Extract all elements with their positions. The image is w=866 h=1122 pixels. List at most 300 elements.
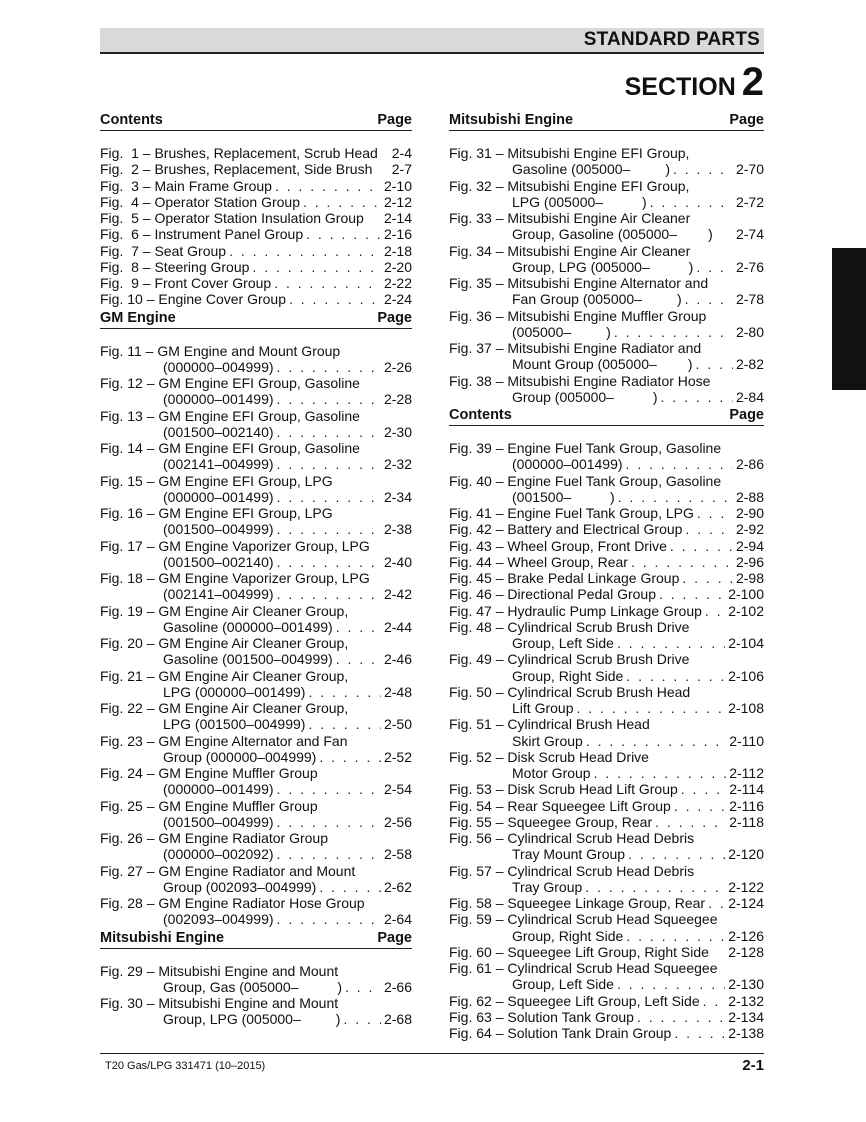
section-page-label: Page — [377, 309, 412, 326]
section-heading — [100, 110, 412, 131]
toc-entry-text: Fig. 56 – Cylindrical Scrub Head Debris — [449, 830, 695, 846]
toc-entry-line — [100, 275, 412, 291]
dot-leader — [685, 291, 733, 307]
toc-entry[interactable] — [100, 830, 412, 863]
toc-entry-text: Fig. 23 – GM Engine Alternator and Fan — [100, 732, 348, 749]
toc-entry-line — [100, 538, 412, 554]
toc-page-number: 2-122 — [728, 878, 764, 895]
toc-entry-line — [100, 911, 412, 927]
toc-entry-text: Group, LPG (005000– ) — [512, 258, 694, 275]
toc-page-number: 2-106 — [728, 667, 764, 684]
toc-entry-line — [449, 440, 764, 456]
toc-entry-text: Fig. 6 – Instrument Panel Group — [100, 226, 304, 243]
toc-entry[interactable] — [449, 993, 764, 1009]
toc-entry[interactable] — [449, 830, 764, 863]
toc-entry-text: Fig. 5 – Operator Station Insulation Group — [100, 210, 364, 226]
dot-leader — [682, 570, 733, 586]
toc-entry-text: Fig. 36 – Mitsubishi Engine Muffler Group — [449, 307, 707, 324]
toc-entry-line — [449, 846, 764, 862]
toc-entry[interactable] — [100, 343, 412, 376]
toc-entry[interactable] — [100, 765, 412, 798]
toc-entry-line — [449, 1025, 764, 1041]
toc-entry[interactable] — [449, 505, 764, 521]
dot-leader — [229, 243, 381, 259]
toc-entry[interactable] — [449, 798, 764, 814]
toc-page-number: 2-94 — [735, 537, 764, 554]
toc-entry-text: Fig. 38 – Mitsubishi Engine Radiator Hose — [449, 372, 711, 389]
section-tab-marker — [832, 248, 866, 390]
toc-entry[interactable] — [449, 570, 764, 586]
toc-page-number: 2-126 — [728, 927, 764, 944]
toc-page-number: 2-90 — [735, 505, 764, 521]
toc-page-number: 2-64 — [383, 911, 412, 928]
toc-page-number: 2-58 — [383, 846, 412, 863]
toc-entry[interactable] — [100, 226, 412, 242]
toc-page-number: 2-10 — [383, 177, 412, 194]
toc-entry-line — [100, 895, 412, 911]
toc-entry-text: Gasoline (005000– ) — [512, 161, 670, 178]
section-word: SECTION — [624, 73, 736, 101]
toc-entry-line — [100, 243, 412, 259]
toc-entry-text: (001500– ) — [512, 488, 615, 505]
dot-leader — [308, 716, 381, 732]
toc-entry-line — [100, 798, 412, 814]
toc-entry-line — [100, 603, 412, 619]
dot-leader — [674, 798, 726, 814]
toc-entry-text: Fig. 33 – Mitsubishi Engine Air Cleaner — [449, 210, 691, 226]
toc-entry-text: Fig. 31 – Mitsubishi Engine EFI Group, — [449, 145, 690, 161]
toc-entry-text: Fig. 17 – GM Engine Vaporizer Group, LPG — [100, 537, 370, 554]
toc-entry-line — [449, 389, 764, 405]
toc-entry[interactable] — [100, 603, 412, 636]
toc-entry-text: Fig. 61 – Cylindrical Scrub Head Squeegee — [449, 960, 718, 976]
toc-entry-line — [449, 733, 764, 749]
toc-page-number: 2-44 — [383, 618, 412, 635]
dot-leader — [681, 781, 726, 797]
toc-entry-text: Fig. 45 – Brake Pedal Linkage Group — [449, 570, 680, 586]
dot-leader — [343, 1011, 381, 1027]
toc-entry[interactable] — [449, 863, 764, 896]
toc-page-number: 2-110 — [729, 732, 764, 749]
toc-entry[interactable] — [100, 178, 412, 194]
dot-leader — [277, 554, 381, 570]
toc-page-number: 2-68 — [383, 1011, 412, 1028]
dot-leader — [306, 226, 381, 242]
toc-page-number: 2-128 — [728, 943, 764, 960]
toc-page-number: 2-4 — [391, 145, 412, 161]
toc-page-number: 2-120 — [728, 846, 764, 863]
toc-entry-text: (002141–004999) — [163, 456, 274, 473]
toc-entry-text: Fig. 22 – GM Engine Air Cleaner Group, — [100, 700, 349, 716]
toc-page-number: 2-134 — [728, 1008, 764, 1025]
dot-leader — [277, 391, 381, 407]
toc-entry-line — [100, 995, 412, 1011]
toc-entry-line — [449, 259, 764, 275]
toc-entry[interactable] — [449, 895, 764, 911]
toc-entry-line — [449, 635, 764, 651]
dot-leader — [617, 635, 725, 651]
toc-entry-text: (000000–002092) — [163, 846, 274, 863]
toc-entry-text: Group, Right Side — [512, 927, 624, 944]
toc-page-number: 2-56 — [383, 813, 412, 830]
toc-entry[interactable] — [100, 408, 412, 441]
toc-entry-line — [100, 863, 412, 879]
toc-entry[interactable] — [449, 340, 764, 373]
toc-page-number: 2-132 — [728, 992, 764, 1009]
toc-entry-line — [449, 456, 764, 472]
toc-entry[interactable] — [100, 145, 412, 161]
dot-leader — [303, 194, 381, 210]
toc-entry-line — [449, 554, 764, 570]
toc-entry-line — [449, 960, 764, 976]
footer-rule — [100, 1053, 764, 1054]
toc-page-number: 2-14 — [383, 210, 412, 226]
toc-entry-text: Fig. 21 – GM Engine Air Cleaner Group, — [100, 667, 349, 684]
toc-entry[interactable] — [449, 1025, 764, 1041]
toc-page-number: 2-84 — [735, 388, 764, 405]
toc-entry[interactable] — [100, 798, 412, 831]
toc-page-number: 2-22 — [383, 275, 412, 291]
dot-leader — [274, 275, 381, 291]
toc-entry-text: (001500–002140) — [163, 553, 274, 570]
toc-entry-line — [100, 1011, 412, 1027]
toc-entry-text: Fig. 15 – GM Engine EFI Group, LPG — [100, 472, 333, 489]
toc-entry-line — [449, 570, 764, 586]
toc-entry-line — [449, 210, 764, 226]
toc-page-number: 2-18 — [383, 242, 412, 259]
toc-entry-line — [100, 749, 412, 765]
toc-entry[interactable] — [100, 375, 412, 408]
toc-entry[interactable] — [100, 473, 412, 506]
toc-entry-text: (002141–004999) — [163, 586, 274, 603]
toc-entry-text: Group, Gasoline (005000– ) — [512, 226, 713, 243]
toc-entry-text: Fig. 9 – Front Cover Group — [100, 275, 272, 291]
toc-entry[interactable] — [449, 145, 764, 178]
toc-entry[interactable] — [449, 911, 764, 944]
toc-entry-line — [100, 375, 412, 391]
toc-entry-line — [449, 700, 764, 716]
toc-entry-text: (000000–001499) — [512, 456, 623, 473]
section-heading — [449, 405, 764, 426]
toc-page-number: 2-138 — [728, 1025, 764, 1041]
toc-entry[interactable] — [100, 963, 412, 996]
toc-entry[interactable] — [449, 178, 764, 211]
toc-entry[interactable] — [100, 538, 412, 571]
toc-entry-line — [100, 440, 412, 456]
dot-leader — [252, 259, 381, 275]
toc-entry-text: Fig. 28 – GM Engine Radiator Hose Group — [100, 895, 365, 911]
toc-page-number: 2-100 — [728, 586, 764, 603]
toc-entry-line — [449, 324, 764, 340]
toc-page-number: 2-42 — [383, 586, 412, 603]
dot-leader — [685, 521, 733, 537]
toc-page-number: 2-82 — [735, 356, 764, 373]
toc-entry-text: Fig. 1 – Brushes, Replacement, Scrub Head — [100, 145, 378, 161]
header-bar — [100, 28, 764, 54]
toc-entry[interactable] — [449, 440, 764, 473]
toc-entry-line — [449, 798, 764, 814]
toc-entry-text: Fig. 47 – Hydraulic Pump Linkage Group — [449, 602, 702, 619]
toc-page-number: 2-62 — [383, 878, 412, 895]
toc-entry[interactable] — [100, 863, 412, 896]
toc-entry-line — [100, 226, 412, 242]
toc-entry-line — [449, 145, 764, 161]
dot-leader — [637, 1009, 725, 1025]
toc-entry[interactable] — [100, 210, 412, 226]
toc-page-number: 2-48 — [383, 683, 412, 700]
toc-page-number: 2-86 — [735, 456, 764, 473]
toc-entry-text: Fig. 16 – GM Engine EFI Group, LPG — [100, 505, 333, 521]
toc-entry[interactable] — [449, 944, 764, 960]
toc-page-number: 2-112 — [729, 765, 764, 781]
toc-entry-text: Fig. 62 – Squeegee Lift Group, Left Side — [449, 992, 700, 1009]
toc-entry[interactable] — [449, 781, 764, 797]
dot-leader — [275, 178, 381, 194]
dot-leader — [319, 749, 381, 765]
toc-entry-line — [100, 259, 412, 275]
toc-entry[interactable] — [449, 275, 764, 308]
section-number: 2 — [741, 60, 764, 104]
toc-entry-text: Mount Group (005000– ) — [512, 356, 693, 373]
toc-page-number: 2-108 — [728, 700, 764, 716]
dot-leader — [705, 603, 725, 619]
dot-leader — [696, 259, 733, 275]
toc-entry-line — [449, 928, 764, 944]
toc-entry-text: Fig. 30 – Mitsubishi Engine and Mount — [100, 995, 339, 1011]
toc-entry[interactable] — [449, 308, 764, 341]
dot-leader — [650, 194, 733, 210]
toc-entry-text: LPG (005000– ) — [512, 193, 647, 210]
dot-leader — [277, 359, 381, 375]
toc-entry-line — [100, 570, 412, 586]
toc-entry-text: Fig. 34 – Mitsubishi Engine Air Cleaner — [449, 242, 691, 259]
toc-entry-line — [100, 781, 412, 797]
toc-entry-text: Fig. 44 – Wheel Group, Rear — [449, 553, 628, 570]
toc-entry-line — [449, 716, 764, 732]
dot-leader — [319, 879, 381, 895]
toc-entry-line — [449, 308, 764, 324]
toc-entry-line — [100, 619, 412, 635]
toc-entry[interactable] — [100, 259, 412, 275]
toc-entry-text: Fig. 50 – Cylindrical Scrub Brush Head — [449, 683, 691, 700]
toc-entry-line — [449, 291, 764, 307]
toc-entry-text: Group, Left Side — [512, 976, 614, 993]
toc-entry-line — [100, 879, 412, 895]
toc-page-number: 2-124 — [728, 895, 764, 911]
toc-entry-text: Skirt Group — [512, 732, 583, 749]
toc-entry-text: Fig. 39 – Engine Fuel Tank Group, Gasoline — [449, 440, 722, 456]
toc-entry-text: Gasoline (001500–004999) — [163, 651, 333, 668]
toc-entry-line — [100, 194, 412, 210]
toc-entry[interactable] — [100, 700, 412, 733]
toc-entry[interactable] — [100, 995, 412, 1028]
toc-entry[interactable] — [100, 440, 412, 473]
toc-entry-line — [449, 275, 764, 291]
dot-leader — [277, 521, 381, 537]
dot-leader — [345, 979, 381, 995]
toc-entry-line — [449, 895, 764, 911]
toc-entry-text: Fig. 20 – GM Engine Air Cleaner Group, — [100, 635, 349, 651]
section-heading — [449, 110, 764, 131]
toc-entry[interactable] — [449, 603, 764, 619]
toc-page-number: 2-114 — [729, 781, 764, 798]
toc-entry[interactable] — [449, 749, 764, 782]
toc-entry[interactable] — [449, 554, 764, 570]
toc-entry-line — [100, 489, 412, 505]
toc-entry-line — [100, 979, 412, 995]
toc-entry-text: (001500–002140) — [163, 423, 274, 440]
toc-entry[interactable] — [100, 194, 412, 210]
toc-entry[interactable] — [100, 161, 412, 177]
toc-entry[interactable] — [449, 716, 764, 749]
toc-entry-line — [100, 456, 412, 472]
toc-entry-text: (005000– ) — [512, 323, 611, 340]
dot-leader — [661, 389, 733, 405]
toc-entry-line — [100, 554, 412, 570]
toc-entry-line — [449, 473, 764, 489]
toc-entry-text: LPG (001500–004999) — [163, 716, 306, 733]
toc-entry-text: Group, Left Side — [512, 635, 614, 651]
toc-entry-line — [100, 521, 412, 537]
dot-leader — [631, 554, 733, 570]
toc-entry-text: Fig. 53 – Disk Scrub Head Lift Group — [449, 781, 678, 798]
toc-entry[interactable] — [100, 570, 412, 603]
dot-leader — [277, 781, 381, 797]
toc-entry[interactable] — [449, 960, 764, 993]
toc-entry-text: Fig. 10 – Engine Cover Group — [100, 291, 286, 308]
toc-entry-line — [100, 814, 412, 830]
toc-entry-line — [449, 619, 764, 635]
toc-entry[interactable] — [100, 505, 412, 538]
toc-entry-line — [100, 963, 412, 979]
dot-leader — [277, 911, 381, 927]
toc-entry-text: Fan Group (005000– ) — [512, 291, 682, 308]
toc-page-number: 2-70 — [735, 161, 764, 178]
toc-entry-line — [449, 749, 764, 765]
toc-entry-line — [100, 700, 412, 716]
toc-entry-text: Fig. 4 – Operator Station Group — [100, 193, 300, 210]
dot-leader — [614, 324, 733, 340]
dot-leader — [628, 846, 725, 862]
toc-entry-text: Fig. 57 – Cylindrical Scrub Head Debris — [449, 862, 695, 879]
toc-entry-line — [449, 911, 764, 927]
toc-page-number: 2-50 — [383, 716, 412, 733]
toc-page-number: 2-130 — [728, 976, 764, 993]
toc-page-number: 2-92 — [735, 521, 764, 538]
toc-entry-line — [449, 356, 764, 372]
toc-entry[interactable] — [449, 210, 764, 243]
dot-leader — [626, 668, 725, 684]
toc-entry-text: Tray Mount Group — [512, 846, 626, 863]
toc-entry-text: (000000–004999) — [163, 358, 274, 375]
toc-entry[interactable] — [449, 586, 764, 602]
toc-entry[interactable] — [449, 373, 764, 406]
toc-entry[interactable] — [449, 538, 764, 554]
toc-entry-text: Fig. 13 – GM Engine EFI Group, Gasoline — [100, 407, 360, 424]
toc-page-number: 2-28 — [383, 391, 412, 408]
toc-entry[interactable] — [449, 521, 764, 537]
toc-entry-text: Group (005000– ) — [512, 388, 658, 405]
toc-entry[interactable] — [449, 619, 764, 652]
toc-entry-line — [100, 424, 412, 440]
toc-entry[interactable] — [449, 1009, 764, 1025]
toc-page-number: 2-74 — [735, 226, 764, 243]
dot-leader — [277, 814, 381, 830]
toc-entry-line — [449, 1009, 764, 1025]
toc-page-number: 2-102 — [728, 602, 764, 619]
section-page-label: Page — [729, 112, 764, 128]
toc-entry-line — [449, 194, 764, 210]
toc-page-number: 2-54 — [383, 781, 412, 798]
toc-entry-text: Group (000000–004999) — [163, 748, 317, 765]
toc-entry[interactable] — [449, 684, 764, 717]
toc-entry-line — [100, 391, 412, 407]
toc-entry[interactable] — [449, 473, 764, 506]
toc-entry-line — [100, 161, 412, 177]
toc-entry[interactable] — [100, 895, 412, 928]
footer-page-number: 2-1 — [742, 1057, 764, 1074]
toc-entry[interactable] — [100, 733, 412, 766]
toc-entry-line — [100, 505, 412, 521]
toc-entry[interactable] — [100, 668, 412, 701]
toc-entry-text: Fig. 54 – Rear Squeegee Lift Group — [449, 797, 671, 814]
toc-entry-line — [449, 340, 764, 356]
toc-entry-line — [449, 243, 764, 259]
toc-entry-text: Fig. 27 – GM Engine Radiator and Mount — [100, 862, 356, 879]
toc-entry-line — [100, 684, 412, 700]
toc-page-number: 2-24 — [383, 291, 412, 308]
toc-page-number: 2-52 — [383, 748, 412, 765]
toc-entry[interactable] — [449, 243, 764, 276]
toc-entry-line — [449, 863, 764, 879]
section-heading-label: Mitsubishi Engine — [449, 112, 574, 128]
toc-page-number: 2-96 — [735, 553, 764, 570]
dot-leader — [336, 651, 381, 667]
dot-leader — [336, 619, 381, 635]
toc-page-number: 2-38 — [383, 521, 412, 538]
toc-entry-text: Fig. 26 – GM Engine Radiator Group — [100, 830, 329, 846]
dot-leader — [655, 814, 726, 830]
dot-leader — [594, 765, 727, 781]
toc-entry-line — [449, 814, 764, 830]
toc-entry-line — [449, 538, 764, 554]
toc-entry-text: Fig. 51 – Cylindrical Brush Head — [449, 716, 650, 733]
toc-entry[interactable] — [100, 243, 412, 259]
dot-leader — [277, 586, 381, 602]
toc-entry-line — [449, 765, 764, 781]
toc-page-number: 2-98 — [735, 570, 764, 586]
toc-entry-text: (001500–004999) — [163, 521, 274, 538]
toc-entry-text: Group, Right Side — [512, 667, 624, 684]
toc-entry-text: Group, Gas (005000– ) — [163, 978, 342, 995]
toc-entry[interactable] — [449, 651, 764, 684]
toc-entry-text: Fig. 43 – Wheel Group, Front Drive — [449, 537, 667, 554]
dot-leader — [277, 846, 381, 862]
toc-entry[interactable] — [100, 635, 412, 668]
toc-entry[interactable] — [100, 291, 412, 307]
toc-entry[interactable] — [449, 814, 764, 830]
toc-entry-line — [100, 765, 412, 781]
toc-page-number: 2-116 — [729, 797, 764, 814]
toc-entry-text: Fig. 11 – GM Engine and Mount Group — [100, 342, 341, 359]
toc-entry-text: Fig. 58 – Squeegee Linkage Group, Rear — [449, 895, 706, 911]
section-heading — [100, 928, 412, 949]
toc-page-number: 2-80 — [735, 323, 764, 340]
toc-entry-line — [449, 684, 764, 700]
toc-entry[interactable] — [100, 275, 412, 291]
toc-entry-text: (000000–001499) — [163, 781, 274, 798]
toc-page-number: 2-20 — [383, 258, 412, 275]
